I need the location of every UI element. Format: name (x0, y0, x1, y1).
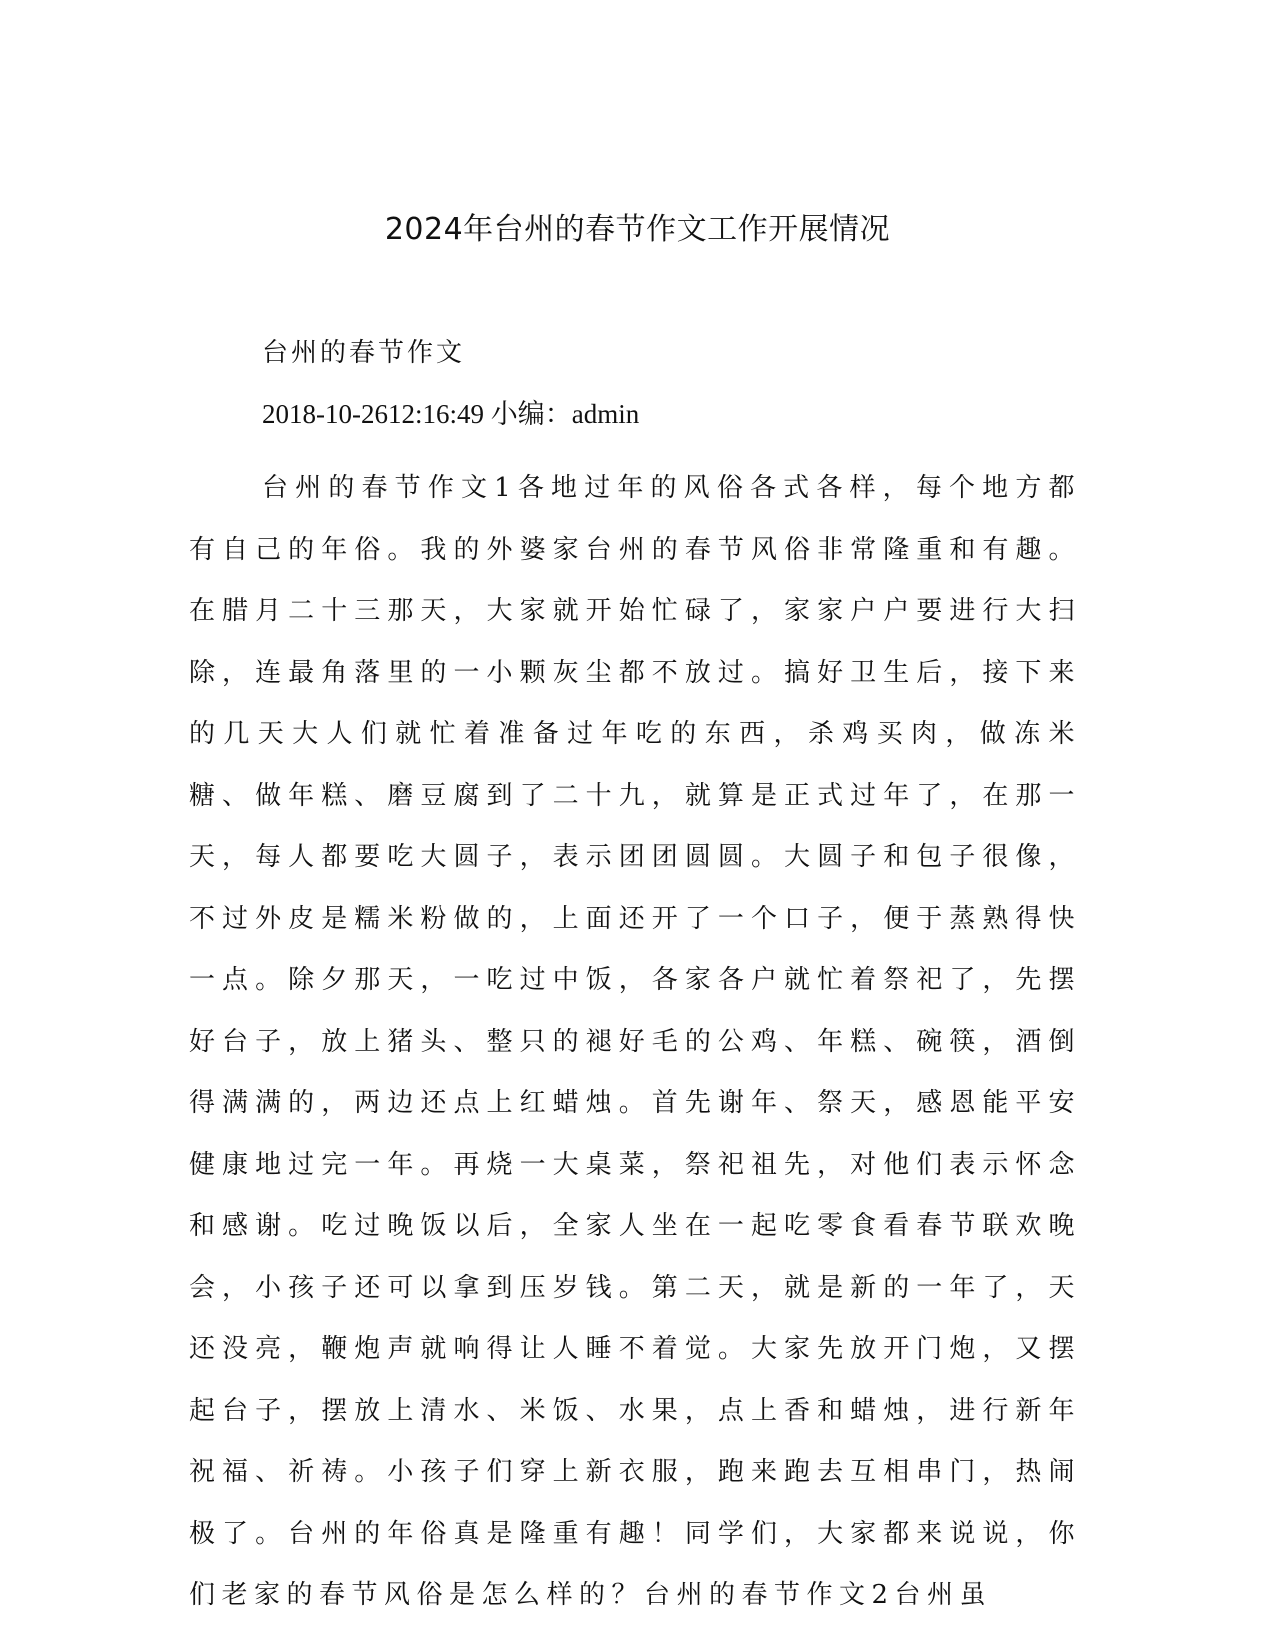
document-title: 2024年台州的春节作文工作开展情况 (384, 212, 891, 247)
document-meta-line: 2018-10-2612:16:49 小编：admin (262, 399, 640, 429)
document-body-paragraph: 台州的春节作文1各地过年的风俗各式各样，每个地方都有自己的年俗。我的外婆家台州的春节风俗非常隆重和有趣。在腊月二十三那天，大家就开始忙碌了，家家户户要进行大扫除，连最角落里的一小颗灰尘都不放过。搞好卫生后，接下来的几天大人们就忙着准备过年吃的东西，杀鸡买肉，做冻米糖、做年糕、磨豆腐到了二十九，就算是正式过年了，在那一天，每人都要吃大圆子，表示团团圆圆。大圆子和包子很像，不过外皮是糯米粉做的，上面还开了一个口子，便于蒸熟得快一点。除夕那天，一吃过中饭，各家各户就忙着祭祀了，先摆好台子，放上猪头、整只的褪好毛的公鸡、年糕、碗筷，酒倒得满满的，两边还点上红蜡烛。首先谢年、祭天，感恩能平安健康地过完一年。再烧一大桌菜，祭祀祖先，对他们表示怀念和感谢。吃过晚饭以后，全家人坐在一起吃零食看春节联欢晚会，小孩子还可以拿到压岁钱。第二天，就是新的一年了，天还没亮，鞭炮声就响得让人睡不着觉。大家先放开门炮，又摆起台子，摆放上清水、米饭、水果，点上香和蜡烛，进行新年祝福、祈祷。小孩子们穿上新衣服，跑来跑去互相串门，热闹极了。台州的年俗真是隆重有趣！同学们，大家都来说说，你们老家的春节风俗是怎么样的？台州的春节作文2台州虽 (189, 473, 1081, 1610)
document-subtitle: 台州的春节作文 (262, 338, 466, 368)
